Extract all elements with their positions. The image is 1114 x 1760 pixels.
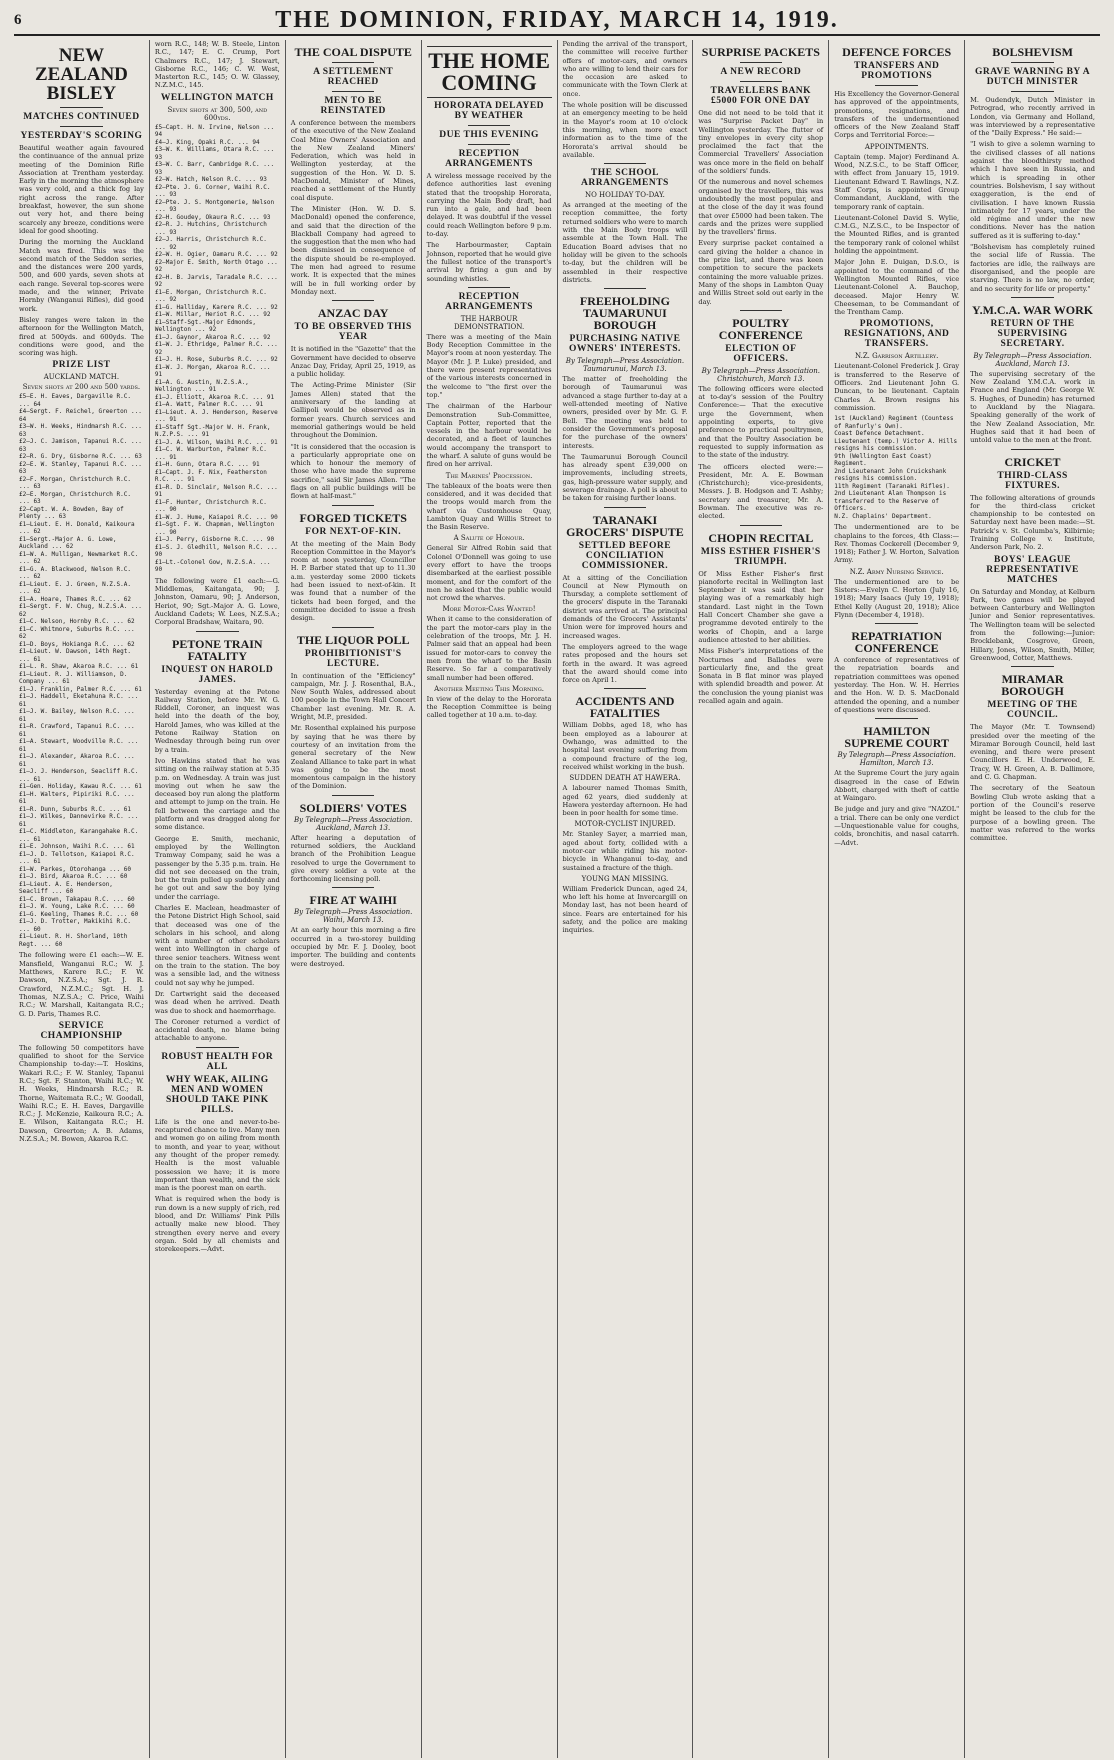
divider (604, 507, 646, 508)
divider (332, 91, 374, 92)
divider (468, 287, 510, 288)
article-paragraph: Beautiful weather again favoured the continuance of the annual prize meeting of the Dominion Rifle Association at Trentham yesterday. Early in the morning the atmosphere was very cold, and a thick fog lay right across the range. After breakfast, however, the sun shone out very hot, and there being scarcely any breeze, conditions were ideal for good shooting. (19, 144, 146, 235)
article-paragraph: At the Supreme Court the jury again disagreed in the case of Edwin Abbott, charged with theft of cattle at Waingaro. (834, 769, 962, 803)
article-paragraph: The secretary of the Seatoun Bowling Club wrote asking that a portion of the Council's reserve might be leased to the club for the purpose of a bowling green. The matter was referred to the works committee. (970, 784, 1098, 843)
article-paragraph: Charles E. Maclean, headmaster of the Petone District High School, said that deceased was one of the scholars in his school, and along with a number of other scholars went into Wellington in charge of three senior teachers. Witness went on the train to the station. The boy was a sensible lad, and the witness could not say why he jumped. (154, 903, 282, 987)
article-paragraph: On Saturday and Monday, at Kelburn Park, two games will be played between Canterbury and Wellington Junior and Senior representatives. The Wellington team will be selected from the following:—Junior: Brocklebank, Cosgrove, Green, Hillary, Jones, Wilson, Smith, Miller, Greenwood, Cotter, Matthews. (970, 587, 1098, 662)
headline-miramar: MIRAMAR BOROUGH (1001, 672, 1064, 699)
subhead-matches: MATCHES CONTINUED (23, 112, 140, 122)
subhead-harbour-demonstration: THE HARBOUR DEMONSTRATION. (453, 314, 525, 331)
subhead-reinstated: MEN TO BE REINSTATED (320, 96, 386, 116)
headline-petone: PETONE TRAIN FATALITY (172, 636, 263, 663)
article-paragraph: The following officers were elected at to-day's session of the Poultry Conference:— That the executive urge the Government, when appointing experts, to give preference to practical poultrymen, and that the Poultry Association be requested to supply information as to the state of the industry. (698, 384, 826, 460)
subhead-garrison-artillery: N.Z. Garrison Artillery. (854, 352, 939, 361)
article-paragraph: Mr. Rosenthal explained his purpose by saying that he was there by courtesy of an invitation from the general secretary of the New Zealand Alliance to take part in what was going to be the most momentous campaign in the history of the Dominion. (290, 724, 418, 791)
subhead-native-owners: PURCHASING NATIVE OWNERS' INTERESTS. (568, 334, 681, 355)
article-paragraph: In view of the delay to the Hororata the Reception Committee is being called together at 10 a.m. to-day. (426, 694, 554, 720)
subhead-election: ELECTION OF OFFICERS. (725, 343, 797, 364)
article-paragraph: At a sitting of the Conciliation Council at New Plymouth on Thursday, a complete settlement of the grocers' dispute in the Taranaki district was arrived at. The principal demands of the Grocers' Assistants' Union were for improved hours and increased wages. (562, 573, 690, 640)
byline: By Telegraph—Press Association. Christchurch, March 13. (701, 366, 820, 383)
service-championship-heading: SERVICE CHAMPIONSHIP (40, 1020, 123, 1041)
article-paragraph: A wireless message received by the defence authorities last evening stated that the troopship Hororata, carrying the Main Body draft, had run into a gale, and had been delayed. It was doubtful if the vessel could reach Wellington before 9 p.m. to-day. (426, 172, 554, 239)
article-paragraph: Every surprise packet contained a card giving the holder a chance in the prize list, and there was keen competition to secure the packets containing the more valuable prizes. Many of the shops in Lambton Quay and Willis Street sold out early in the day. (698, 239, 826, 306)
divider (740, 81, 782, 82)
article-paragraph: The Minister (Hon. W. D. S. MacDonald) opened the conference, and said that the direction of the Blackball Company had agreed to the suggestion that the men who had been dismissed in consequence of the dispute should be re-employed. The men had agreed to resume work. It is expected that the mines will be in full working order by Monday next. (290, 204, 418, 296)
headline-robust-health: ROBUST HEALTH FOR ALL (161, 1051, 274, 1072)
article-paragraph: Bisley ranges were taken in the afternoon for the Wellington Match, fired at 500yds. and 600yds. The conditions were good, and the scoring was high. (19, 315, 146, 358)
headline-home-coming: THE HOME COMING (427, 46, 552, 98)
article-paragraph: William Frederick Duncan, aged 24, who left his home at Invercargill on Monday last, has not been heard of since. Fears are entertained for his safety, and the police are making inquiries. (562, 884, 690, 935)
divider (468, 144, 510, 145)
regiment-list: 1st (Auckland) Regiment (Countess of Ranfurly's Own). Coast Defence Detachment. Lieutenant (temp.) Victor A. Hills resigns his commission. 9th (Wellington East Coast) Regiment. 2nd Lieutenant John Cruickshank resigns his commission. 11th Regiment (Taranaki Rifles). 2nd Lieutenant Alan Thompson is transferred to the Reserve of Officers. N.Z. Chaplains' Department. (834, 415, 958, 520)
subhead-third-class: THIRD-CLASS FIXTURES. (997, 470, 1068, 491)
divider (604, 688, 646, 689)
wellington-match-conditions: Seven shots at 300, 500, and 600yds. (167, 105, 268, 122)
divider (332, 887, 374, 888)
divider (332, 795, 374, 796)
column-7 (829, 40, 965, 1758)
article-paragraph: Mr. Stanley Sayer, a married man, aged about forty, collided with a motor-car while riding his motor-bicycle in Whanganui to-day, and sustained a fracture of the thigh. (562, 830, 690, 872)
column-4 (422, 40, 558, 1758)
article-paragraph: The Harbourmaster, Captain Johnson, reported that he would give the fullest notice of the transport's arrival by firing a gun and by sounding whistles. (426, 241, 554, 283)
divider (875, 85, 917, 86)
subhead-appointments: APPOINTMENTS. (864, 142, 929, 151)
divider (1011, 91, 1053, 92)
article-paragraph: The whole position will be discussed at an emergency meeting to be held in the Mayor's room at 10 o'clock this morning, when more exact information as to the time of the Hororata's arrival should be available. (562, 101, 690, 159)
headline-liquor-poll: THE LIQUOR POLL (296, 632, 410, 647)
article-paragraph: The Acting-Prime Minister (Sir James Allen) stated that the anniversary of the landing at Gallipoli would be observed as in former years. Church services and memorial gatherings would be held throughout the Dominion. (290, 381, 418, 440)
article-paragraph: The chairman of the Harbour Demonstration Sub-Committee, Captain Potter, reported that the vessels in the harbour would be decorated, and a fleet of launches would accompany the transport to the wharf. A salute of guns would be fired on her arrival. (426, 402, 554, 469)
headline-school-arrangements: THE SCHOOL ARRANGEMENTS (581, 168, 669, 189)
article-paragraph: The supervising secretary of the New Zealand Y.M.C.A. work in France and England (Mr. George W. S. Hughes, of Dunedin) has returned to Auckland by the Niagara. Speaking generally of the work of the New Zealand Association, Mr. Hughes said that it had been of untold value to the men at the front. (970, 369, 1098, 445)
divider (740, 310, 782, 311)
divider (875, 718, 917, 719)
subhead-salute: A Salute of Honour. (453, 534, 525, 543)
subhead-procession: The Marines' Procession. (445, 471, 533, 480)
prize-list-subheading: AUCKLAND MATCH. (43, 373, 120, 382)
article-paragraph: It is notified in the "Gazette" that the Government have decided to observe Anzac Day, Friday, April 25, 1919, as a public holiday. (290, 345, 418, 379)
column-1 (14, 40, 150, 1758)
columns (14, 40, 1100, 1758)
divider (740, 62, 782, 63)
article-paragraph: A conference between the members of the executive of the New Zealand Coal Mine Owners' Association and the New Zealand Miners' Federation, which was held in Wellington yesterday, at the suggestion of the Hon. W. D. S. MacDonald, Minister of Mines, reached a settlement of the Huntly coal dispute. (290, 119, 418, 202)
headline-defence-forces: DEFENCE FORCES (842, 45, 952, 59)
article-paragraph: M. Oudendyk, Dutch Minister in Petrograd, who recently arrived in London, via Germany and Holland, was interviewed by a representative of the "Daily Express." He said:— (970, 96, 1098, 138)
article-paragraph: The undermentioned are to be Sisters:—Evelyn C. Horton (July 16, 1918); Mary Isaacs (July 19, 1918); Ethel Kelly (August 20, 1918); Alice Flynn (December 4, 1918). (834, 577, 962, 619)
article-paragraph: The following were £1 each:—W. E. Mansfield, Wanganui R.C.; W. J. Matthews, Karere R.C.; F. W. Dawson, N.Z.S.A.; Sgt. J. R. Crawford, N.Z.M.C.; Sgt. H. J. Thomas, N.Z.S.A.; C. Price, Waihi R.C.; W. Marshall, Kaitangata R.C.; G. D. Paris, Thames R.C. (19, 951, 146, 1018)
advertisement-paragraph: Be judge and jury and give "NAZOL" a trial. There can be only one verdict—Unquestionable value for coughs, colds, bronchitis, and nasal catarrh.—Advt. (834, 805, 962, 847)
article-paragraph: Of the numerous and novel schemes organised by the travellers, this was undoubtedly the most popular, and at the close of the day it was found that over £5000 had been taken. The cards and the prizes were supplied by the travellers' firms. (698, 178, 826, 237)
headline-chopin-recital: CHOPIN RECITAL (708, 530, 814, 545)
subhead-promotions: PROMOTIONS, RESIGNATIONS, AND TRANSFERS. (843, 319, 950, 350)
subhead-inquest: INQUEST ON HAROLD JAMES. (161, 664, 274, 685)
masthead-title: THE DOMINION, FRIDAY, MARCH 14, 1919. (275, 6, 839, 33)
divider (740, 525, 782, 526)
article-paragraph: After hearing a deputation of returned soldiers, the Auckland branch of the Prohibition League resolved to urge the Government to give every soldier a vote at the forthcoming licensing poll. (290, 833, 418, 884)
byline: By Telegraph—Press Association. Auckland, March 13. (973, 351, 1092, 368)
subhead-fisher-triumph: MISS ESTHER FISHER'S TRIUMPH. (700, 546, 821, 567)
article-paragraph: One did not need to be told that it was "Surprise Packet Day" in Wellington yesterday. The flutter of tiny envelopes in every city shop proclaimed the fact that the Commercial Travellers' Association was once more in the field on behalf of the soldiers' funds. (698, 109, 826, 176)
column-8 (965, 40, 1100, 1758)
headline-coal-dispute: THE COAL DISPUTE (294, 45, 412, 59)
article-paragraph: "It is considered that the occasion is a particularly appropriate one on which to honour the memory of those who have made the supreme sacrifice," said Sir James Allen. "The flags on all public buildings will be flown at half-mast." (290, 442, 418, 501)
headline-cricket: CRICKET (1004, 454, 1061, 469)
wellington-prize-list: £5—Capt. H. N. Irvine, Nelson ... 94 £4—J. King, Opaki R.C. ... 94 £3—W. K. Williams, Otara R.C. ... 93 £3—W. C. Barr, Cambridge R.C. ... 93 £2—W. Hatch, Nelson R.C. ... 93 £2—Pte. J. G. Corner, Waihi R.C. ... 93 £2—Pte. J. S. Montgomerie, Nelson ... 93 £2—H. Goudey, Okaura R.C. ... 93 £2—R. J. Hutchins, Christchurch ... 93 £2—J. Harris, Christchurch R.C. ... 92 £2—W. H. Ogier, Oamaru R.C. ... 92 £2—Major E. Smith, North Otago ... 92 £2—H. B. Jarvis, Taradale R.C. ... 92 £1—E. Morgan, Christchurch R.C. ... 92 £1—G. Halliday, Karere R.C. ... 92 £1—W. Millar, Heriot R.C. ... 92 £1—Staff-Sgt.-Major Edmonds, Wellington ... 92 £1—J. Gaynor, Akaroa R.C. ... 92 £1—W. J. Ethridge, Palmer R.C. ... 92 £1—J. H. Rose, Suburbs R.C. ... 92 £1—W. J. Morgan, Akaroa R.C. ... 91 £1—A. G. Austin, N.Z.S.A., Wellington ... 91 £1—J. Elliott, Akaroa R.C. ... 91 £1—A. Watt, Palmer R.C. ... 91 £1—Lieut. A. J. Henderson, Reserve ... 91 £1—Staff Sgt.-Major W. H. Frank, N.Z.P.S. ... 91 £1—J. A. Wilson, Waihi R.C. ... 91 £1—C. W. Warburton, Palmer R.C. ... 91 £1—H. Gunn, Otara R.C. ... 91 £1—Capt. J. F. Nix, Featherston R.C. ... 91 £1—R. D. Sinclair, Nelson R.C. ... 91 £1—F. Hunter, Christchurch R.C. ... 90 £1—W. J. Hume, Kaiapoi R.C. ... 90 £1—Sgt. F. W. Chapman, Wellington ... 90 £1—J. Perry, Gisborne R.C. ... 90 £1—S. J. Gledhill, Nelson R.C. ... 90 £1—Lt.-Colonel Gow, N.Z.S.A. ... 90 (154, 123, 278, 574)
subhead-next-of-kin: FOR NEXT-OF-KIN. (305, 526, 402, 537)
article-paragraph: The Taumarunui Borough Council has already spent £39,000 on improvements, including streets, gas, high-pressure water supply, and sewerage drainage. A poll is about to be taken for raising further loans. (562, 452, 690, 503)
article-paragraph: Captain (temp. Major) Ferdinand A. Wood, N.Z.S.C., to be Staff Officer, with effect from January 15, 1919. Lieutenant Edward T. Rawlings, N.Z. Staff Corps, is appointed Group Commandant, Auckland, with the temporary rank of captain. (834, 152, 962, 211)
subhead-boys-league: BOYS' LEAGUE REPRESENTATIVE MATCHES (986, 554, 1079, 585)
article-paragraph: When it came to the consideration of the part the motor-cars play in the celebration of the troops, Mr. J. H. Palmer said that an appeal had been issued for motor-cars to convey the men from the wharf to the Basin Reserve. So far a comparatively small number had been offered. (426, 615, 554, 682)
subhead-motor-cyclist: MOTOR-CYCLIST INJURED. (574, 820, 676, 829)
article-paragraph: During the morning the Auckland Match was fired. This was the second match of the Seddon series, and the distances were 200 yards, 500, and 600 yards, seven shots at each range. Several top-scores were made, and the winner, Private Hornby (Wanganui Rifles), did good work. (19, 238, 146, 313)
subhead-young-man-missing: YOUNG MAN MISSING. (581, 874, 669, 883)
kicker-scoring: YESTERDAY'S SCORING (20, 131, 143, 141)
headline-bolshevism: BOLSHEVISM (992, 45, 1073, 59)
headline-forged-tickets: FORGED TICKETS (299, 510, 407, 525)
headline-anzac-day: ANZAC DAY (317, 306, 389, 321)
divider (332, 300, 374, 301)
subhead-sudden-death: SUDDEN DEATH AT HAWERA. (569, 774, 681, 783)
byline: By Telegraph—Press Association. Taumarunui, March 13. (565, 357, 685, 374)
masthead (14, 6, 1100, 36)
article-paragraph: Lieutenant-Colonel Frederick J. Gray is transferred to the Reserve of Officers. 2nd Lieutenant John G. Duncan, to be lieutenant. Captain Charles A. Brown resigns his commission. (834, 362, 962, 412)
subhead-transfers: TRANSFERS AND PROMOTIONS (853, 61, 940, 81)
prize-list-conditions: Seven shots at 200 and 500 yards. (22, 383, 141, 392)
subhead-nursing-service: N.Z. Army Nursing Service. (849, 567, 944, 576)
article-paragraph: The following 50 competitors have qualified to shoot for the Service Championship to-day:—T. Hoskins, Wakari R.C.; F. W. Stanley, Tapanui R.C.; Sgt. F. Stanton, Waihi R.C.; W. H. Weeks, Hindmarsh R.C.; R. Thorne, Waitemata R.C.; W. Goodall, Waihi R.C.; E. H. Eaves, Dargaville R.C.; J. McKenzie, Kaikoura R.C.; A. E. Wilson, Kaitangata R.C.; H. Dawson, Greerton; A. B. Adams, N.Z.S.A.; M. Bowen, Akaroa R.C. (19, 1043, 146, 1144)
article-paragraph: There was a meeting of the Main Body Reception Committee in the Mayor's room at noon yesterday. The Mayor (Mr. J. P. Luke) presided, and there were present representatives of the various interests concerned in the welcome to "the first over the top." (426, 332, 554, 399)
advertisement-paragraph: Life is the one and never-to-be-recaptured chance to live. Many men and women go on ailing from month to month, and year to year, without any thought of the proper remedy. Health is the most valuable possession we have; it is more important than wealth, and the sick man is the poorest man on earth. (154, 1117, 282, 1193)
article-paragraph: General Sir Alfred Robin said that Colonel O'Donnell was going to use every effort to have the troops disembarked at the earliest possible moment, and for the comfort of the men he asked that the public would not crowd the wharves. (426, 544, 554, 603)
wellington-match-heading: WELLINGTON MATCH (160, 92, 274, 103)
prize-list: £5—E. H. Eaves, Dargaville R.C. ... 64 £4—Sergt. F. Reichel, Greerton ... 64 £3—W. H. Weeks, Hindmarsh R.C. ... 63 £2—J. C. Jamison, Tapanui R.C. ... 63 £2—R. G. Dry, Gisborne R.C. ... 63 £2—E. W. Stanley, Tapanui R.C. ... 63 £2—F. Morgan, Christchurch R.C. ... 63 £2—E. Morgan, Christchurch R.C. ... 63 £2—Capt. W. A. Bowden, Bay of Plenty ... 63 £1—Lieut. E. H. Donald, Kaikoura ... 62 £1—Sergt.-Major A. G. Lowe, Auckland ... 62 £1—W. A. Mulligan, Newmarket R.C. ... 62 £1—G. A. Blackwood, Nelson R.C. ... 62 £1—Lieut. E. J. Green, N.Z.S.A. ... 62 £1—A. Hoare, Thames R.C. ... 62 £1—Sergt. F. W. Chug, N.Z.S.A. ... 62 £1—C. Nelson, Hornby R.C. ... 62 £1—C. Whitmore, Suburbs R.C. ... 62 £1—D. Boys, Hokianga R.C. ... 62 £1—Lieut. W. Dawson, 14th Regt. ... 61 £1—L. R. Shaw, Akaroa R.C. ... 61 £1—Lieut. R. J. Williamson, D. Company ... 61 £1—J. Franklin, Palmer R.C. ... 61 £1—J. Haddell, Eketahuna R.C. ... 61 £1—J. W. Bailey, Nelson R.C. ... 61 £1—R. Crawford, Tapanui R.C. ... 61 £1—A. Stewart, Woodville R.C. ... 61 £1—J. Alexander, Akaroa R.C. ... 61 £1—J. J. Henderson, Seacliff R.C. ... 61 £1—Gen. Holiday, Kawau R.C. ... 61 £1—H. Walters, Pipiriki R.C. ... 61 £1—R. Dunn, Suburbs R.C. ... 61 £1—J. Wilkes, Dannevirke R.C. ... 61 £1—C. Middleton, Karangahake R.C. ... 61 £1—E. Johnson, Waihi R.C. ... 61 £1—J. D. Tellotson, Kaiapoi R.C. ... 61 £1—W. Parkes, Otorohanga ... 60 £1—J. Bird, Akaroa R.C. ... 60 £1—Lieut. A. E. Henderson, Seacliff ... 60 £1—C. Brown, Takapau R.C. ... 60 £1—J. W. Young, Lake R.C. ... 60 £1—G. Keeling, Thames R.C. ... 60 £1—J. D. Trotter, Makikihi R.C. ... 60 £1—Lieut. R. H. Shorland, 10th Regt. ... 60 (19, 393, 142, 948)
subhead-supervising-secretary: RETURN OF THE SUPERVISING SECRETARY. (990, 318, 1075, 349)
article-paragraph: Ivo Hawkins stated that he was sitting on the railway station at 5.35 p.m. on Wednesday. A train was just moving out when he saw the deceased boy run along the platform and attempt to jump on the train. He fell between the carriage and the platform and was dragged along for some distance. (154, 756, 282, 832)
article-paragraph: Miss Fisher's interpretations of the Nocturnes and Ballades were particularly fine, and the great Sonata in B flat minor was played with splendid breadth and power. At the conclusion the young pianist was recalled again and again. (698, 647, 826, 706)
subhead-pink-pills: WHY WEAK, AILING MEN AND WOMEN SHOULD TAKE PINK PILLS. (165, 1074, 269, 1115)
divider (1011, 449, 1053, 450)
headline-bisley: NEW ZEALAND BISLEY (34, 45, 128, 104)
article-paragraph: At an early hour this morning a fire occurred in a two-storey building occupied by Mr. F. J. Dooley, boot importer. The building and contents were destroyed. (290, 926, 418, 968)
subhead-settlement: A SETTLEMENT REACHED (313, 67, 394, 87)
subhead-new-record: A NEW RECORD (720, 67, 802, 77)
subhead-lecture: PROHIBITIONIST'S LECTURE. (304, 648, 402, 669)
article-paragraph: worn R.C., 148; W. B. Steele, Linton R.C., 147; E. C. Crump, Port Chalmers R.C., 147; J. Stewart, Gisborne R.C., 146; C. W. West, Masterton R.C., 145; O. W. Glassey, N.Z.M.C., 145. (154, 40, 282, 90)
column-2 (150, 40, 286, 1758)
byline: By Telegraph—Press Association. Hamilton, March 13. (837, 751, 956, 768)
advertisement-paragraph: What is required when the body is run down is a new supply of rich, red blood, and Dr. Williams' Pink Pills actually make new blood. They strengthen every nerve and every organ. Sold by all chemists and storekeepers.—Advt. (154, 1195, 282, 1254)
subhead-due-evening: DUE THIS EVENING (439, 130, 539, 140)
headline-repatriation: REPATRIATION CONFERENCE (851, 629, 943, 656)
article-paragraph: William Dobbs, aged 18, who has been employed as a labourer at Owhango, was admitted to the hospital last evening suffering from a compound fracture of the leg, received whilst working in the bush. (562, 721, 690, 771)
subhead-reception: RECEPTION ARRANGEMENTS (445, 149, 533, 169)
byline: By Telegraph—Press Association. Waihi, March 13. (294, 908, 413, 925)
article-paragraph: The undermentioned are to be chaplains to the forces, 4th Class:—Rev. Thomas Cockerell (December 9, 1918); Father J. W. Horton, Salvation Army. (834, 523, 962, 565)
article-paragraph: "Bolshevism has completely ruined the social life of Russia. The factories are idle, the railways are disorganised, and the people are starving. There is no law, no order, and no security for life or property." (970, 243, 1098, 293)
divider (1011, 297, 1053, 298)
divider (332, 627, 374, 628)
subhead-no-holiday: NO HOLIDAY TO-DAY. (584, 191, 665, 200)
article-paragraph: In continuation of the "Efficiency" campaign, Mr. J. J. Rosenthal, B.A., New South Wales, addressed about 100 people in the Town Hall Concert Chamber last evening. Mr. R. A. Wright, M.P., presided. (290, 671, 418, 722)
article-paragraph: Dr. Cartwright said the deceased was dead when he arrived. Death was due to shock and haemorrhage. (154, 989, 282, 1015)
article-paragraph: George E. Smith, mechanic, employed by the Wellington Tramway Company, said he was a passenger by the 5.35 p.m. train. He did not see deceased on the train, but the train pulled up suddenly and he got out and saw the boy lying under the carriage. (154, 834, 282, 901)
subhead-hororata: HORORATA DELAYED BY WEATHER (434, 101, 545, 121)
prize-list-heading: PRIZE LIST (52, 360, 111, 371)
divider (60, 107, 102, 108)
article-paragraph: The employers agreed to the wage rates proposed and the hours set forth in the award. It was agreed that the award should come into force on April 1. (562, 642, 690, 685)
headline-fire-waihi: FIRE AT WAIHI (309, 893, 397, 908)
article-paragraph: Lieutenant-Colonel David S. Wylie, C.M.G., N.Z.S.C., to be Inspector of the Mounted Rifles, and is granted the temporary rank of colonel whilst holding the appointment. (834, 213, 962, 256)
column-6 (693, 40, 829, 1758)
article-paragraph: Pending the arrival of the transport, the committee will receive further offers of motor-cars, and owners who are willing to lend their cars for the occasion are asked to communicate with the Town Clerk at once. (562, 40, 690, 98)
divider (332, 505, 374, 506)
article-paragraph: Of Miss Esther Fisher's first pianoforte recital in Wellington last September it was said that her playing was of a remarkably high standard. Last night in the Town Hall Concert Chamber she gave a programme devoted entirely to the works of Chopin, and a large audience attested to her abilities. (698, 569, 826, 644)
subhead-anzac: TO BE OBSERVED THIS YEAR (294, 322, 412, 343)
divider (196, 1047, 238, 1048)
article-paragraph: The Mayor (Mr. T. Townsend) presided over the meeting of the Miramar Borough Council, held last evening, and there were present Councillors E. H. Underwood, E. Tracy, W. H. Green, A. B. Dallimore, and C. G. Chapman. (970, 723, 1098, 782)
headline-poultry-conference: POULTRY CONFERENCE (718, 315, 803, 342)
divider (468, 125, 510, 126)
divider (332, 62, 374, 63)
article-paragraph: A labourer named Thomas Smith, aged 62 years, died suddenly at Hawera yesterday afternoon. He had been in poor health for some time. (562, 784, 690, 818)
article-paragraph: A conference of representatives of the repatriation boards and repatriation committees was opened yesterday. The Hon. W. H. Herries and the Hon. W. D. S. MacDonald attended the opening, and a number of questions were discussed. (834, 656, 962, 714)
headline-surprise-packets: SURPRISE PACKETS (701, 45, 820, 59)
headline-soldiers-votes: SOLDIERS' VOTES (299, 800, 407, 815)
divider (604, 288, 646, 289)
page-number: 6 (14, 11, 22, 28)
divider (60, 126, 102, 127)
divider (604, 163, 646, 164)
headline-freeholding: FREEHOLDING TAUMARUNUI BOROUGH (579, 294, 670, 333)
column-3 (286, 40, 422, 1758)
article-paragraph: The matter of freeholding the borough of Taumarunui was advanced a stage further to-day at a well-attended meeting of Native owners, presided over by Mr. G. F. Bell. The meeting was held to consider the Government's proposal for the purchase of the owners' interests. (562, 375, 690, 450)
article-paragraph: The tableaux of the boats were then considered, and it was decided that the troops would march from the wharf via Customhouse Quay, Lambton Quay and Willis Street to the Basin Reserve. (426, 481, 554, 532)
subhead-council-meeting: MEETING OF THE COUNCIL. (987, 700, 1078, 721)
headline-ymca: Y.M.C.A. WAR WORK (972, 302, 1094, 317)
subhead-travellers-bank: TRAVELLERS BANK £5000 FOR ONE DAY (710, 86, 812, 106)
subhead-dutch-minister: GRAVE WARNING BY A DUTCH MINISTER (974, 67, 1091, 87)
byline: By Telegraph—Press Association. Auckland, March 13. (294, 815, 413, 832)
article-paragraph: The following were £1 each:—G. Middlemas, Kaitangata, 90; J. Johnston, Oamaru, 90; J. Anderson, Heriot, 90; Sgt.-Major A. G. Lowe, Auckland Cadets; W. Lees, N.Z.S.A.; Corporal Bradshaw, Waitara, 90. (154, 576, 282, 627)
article-paragraph: "I wish to give a solemn warning to the civilised classes of all nations against the bloodthirsty method which I have seen in Russia, and which is spreading in other countries. Bolshevism, I say without exaggeration, is the end of civilisation. I have known Russia intimately for 17 years, under the old régime and under the new conditions. Never has the nation suffered as it is suffering to-day." (970, 140, 1098, 240)
article-paragraph: The Coroner returned a verdict of accidental death, no blame being attachable to anyone. (154, 1017, 282, 1043)
subhead-motor-cars: More Motor-Cars Wanted! (442, 605, 536, 614)
subhead-conciliation: SETTLED BEFORE CONCILIATION COMMISSIONER. (578, 540, 672, 571)
divider (1011, 666, 1053, 667)
article-paragraph: The officers elected were:—President, Mr. A. E. Bowman (Christchurch); vice-presidents, Messrs. J. B. Hodgson and T. Ashby; secretary and treasurer, Mr. A. Bowman. The executive was re-elected. (698, 462, 826, 521)
headline-taranaki-grocers: TARANAKI GROCERS' DISPUTE (566, 512, 684, 539)
article-paragraph: As arranged at the meeting of the reception committee, the forty returned soldiers who were to march with the Main Body troops will assemble at the Town Hall. The Education Board advises that no holiday will be given to the schools to-day, but the children will be assembled in their respective districts. (562, 201, 690, 284)
article-paragraph: His Excellency the Governor-General has approved of the appointments, promotions, resignations, and transfers of the undermentioned officers of the New Zealand Staff Corps and Territorial Force:— (834, 90, 962, 140)
article-paragraph: At the meeting of the Main Body Reception Committee in the Mayor's room at noon yesterday, Councillor H. P. Barber stated that up to 11.30 a.m. yesterday some 2000 tickets had been issued to next-of-kin. It was found that a number of the tickets had been forged, and the committee decided to issue a fresh design. (290, 539, 418, 623)
divider (1011, 62, 1053, 63)
article-paragraph: The following alterations of grounds for the third-class cricket championship to be contested on Saturday next have been made:—St. Patrick's v. St. Columba's, Kilbirnie; Training College v. Institute, Anderson Park, No. 2. (970, 493, 1098, 552)
article-paragraph: Major John E. Duigan, D.S.O., is appointed to the command of the Wellington Mounted Rifles, vice Lieutenant-Colonel A. Bauchop, deceased. Major Henry W. Cheeseman, to be Commandant of the Trentham Camp. (834, 258, 962, 317)
divider (875, 623, 917, 624)
article-paragraph: Yesterday evening at the Petone Railway Station, before Mr. W. G. Riddell, Coroner, an inquest was held into the death of the boy, Harold James, who was killed at the Petone Railway Station on Wednesday through being run over by a train. (154, 687, 282, 754)
headline-hamilton-court: HAMILTON SUPREME COURT (844, 724, 949, 751)
subhead-another-meeting: Another Meeting This Morning. (434, 684, 544, 693)
column-5 (558, 40, 694, 1758)
divider (196, 631, 238, 632)
headline-accidents: ACCIDENTS AND FATALITIES (575, 694, 675, 721)
subhead-arrangements: RECEPTION ARRANGEMENTS (445, 291, 533, 312)
